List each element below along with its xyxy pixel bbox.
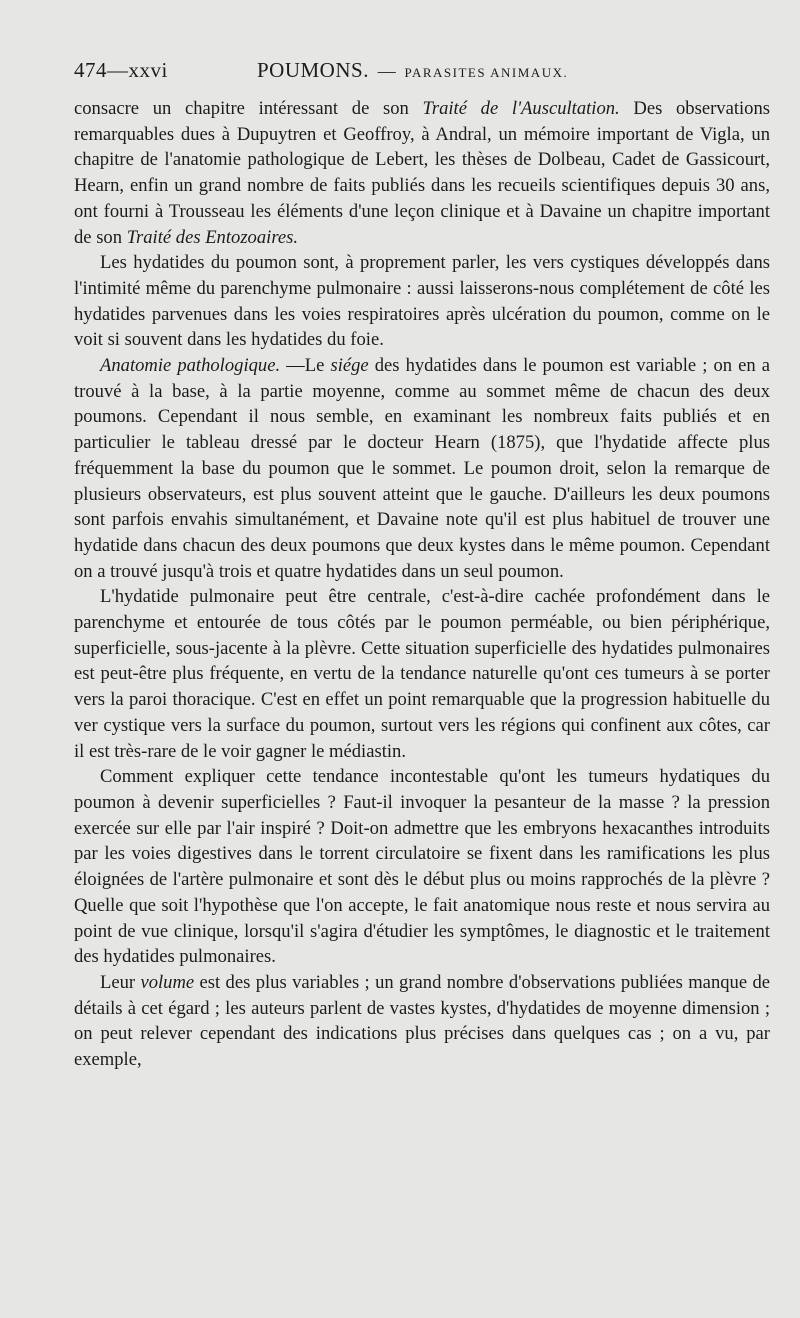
- paragraph-4: L'hydatide pulmonaire peut être centrale, c'est-à-dire cachée profondément dans le parenchyme et entourée de tous côtés par le poumon perméable, ou bien périphérique, superficielle, sous-jacente à la plèvre. Cette situation superficielle des hydatides pulmonaires est peut-être plus fréquente, en vertu de la tendance naturelle qu'ont ces tumeurs à se porter vers la paroi thoracique. C'est en effet un point remarquable que la progression habituelle du ver cystique vers la surface du poumon, surtout vers les régions qui confinent aux côtes, car il est très-rare de le voir gagner le médiastin.: [74, 586, 770, 762]
- body-text: [74, 96, 770, 1073]
- paragraph-1: [74, 96, 770, 250]
- paragraph-5: Comment expliquer cette tendance incontestable qu'ont les tumeurs hydatiques du poumon à devenir superficielles ? Faut-il invoquer la pesanteur de la masse ? la pression exercée sur elle par l'air inspiré ? Doit-on admettre que les embryons hexacanthes introduits par les voies digestives dans le torrent circulatoire se fixent dans les ramifications les plus éloignées de l'artère pulmonaire et sont dès le début plus ou moins rapprochés de la plèvre ? Quelle que soit l'hypothèse que l'on accepte, le fait anatomique nous reste et nous servira au point de vue clinique, lorsqu'il s'agira d'étudier les symptômes, le diagnostic et le traitement des hydatides pulmonaires.: [74, 766, 770, 968]
- paragraph-3-term-siege: siége: [330, 355, 369, 377]
- header-center: [257, 58, 568, 83]
- section-heading-anatomie: Anatomie pathologique.: [100, 355, 281, 377]
- page-number: 474—xxvi: [74, 58, 168, 82]
- paragraph-2: Les hydatides du poumon sont, à proprement parler, les vers cystiques développés dans l'intimité même du parenchyme pulmonaire : aussi laisserons-nous complétement de côté les hydatides parvenues dans les voies respiratoires après ulcération du poumon, comme on le voit si souvent dans les hydatides du foie.: [74, 252, 770, 351]
- paragraph-6-text-b: est des plus variables ; un grand nombre d'observations publiées manque de détails à cet égard ; les auteurs parlent de vastes kystes, d'hydatides de moyenne dimension ; on peut relever cependant des indications plus précises dans quelques cas ; on a vu, par exemple,: [74, 971, 770, 1071]
- paragraph-3-text-b: des hydatides dans le poumon est variable ; on en a trouvé à la base, à la partie moyenne, comme au sommet même de chacun des deux poumons. Cependant il nous semble, en examinant les nombreux faits publiés et en particulier le tableau dressé par le docteur Hearn (1875), que l'hydatide affecte plus fréquemment la base du poumon que le sommet. Le poumon droit, selon la remarque de plusieurs observateurs, est plus souvent atteint que le gauche. D'ailleurs les deux poumons sont parfois envahis simultanément, et Davaine note qu'il est plus habituel de trouver une hydatide dans chacun des deux poumons que deux kystes dans le même poumon. Cependant on a trouvé jusqu'à trois et quatre hydatides dans un seul poumon.: [74, 355, 770, 582]
- paragraph-1-text-a: consacre un chapitre intéressant de son: [74, 98, 423, 119]
- paragraph-1-text-b: Des observations remarquables dues à Dupuytren et Geoffroy, à Andral, un mémoire important de Vigla, un chapitre de l'anatomie pathologique de Lebert, les thèses de Dolbeau, Cadet de Gassicourt, Hearn, enfin un grand nombre de faits publiés dans les recueils scientifiques depuis 30 ans, ont fourni à Trousseau les éléments d'une leçon clinique et à Davaine un chapitre important de son: [74, 98, 770, 248]
- paragraph-6-text-a: Leur: [100, 971, 141, 993]
- header-title: POUMONS.: [257, 58, 369, 82]
- paragraph-3: [74, 353, 770, 584]
- header-subtitle: PARASITES ANIMAUX.: [404, 65, 569, 80]
- paragraph-6-term-volume: volume: [140, 971, 195, 993]
- header-separator: —: [377, 61, 396, 81]
- paragraph-3-text-a: —Le: [280, 355, 331, 377]
- paragraph-1-book-title-2: Traité des Entozoaires.: [126, 226, 298, 248]
- paragraph-1-book-title-1: Traité de l'Auscultation.: [422, 98, 620, 119]
- paragraph-6: [74, 970, 770, 1073]
- running-header: [74, 56, 770, 90]
